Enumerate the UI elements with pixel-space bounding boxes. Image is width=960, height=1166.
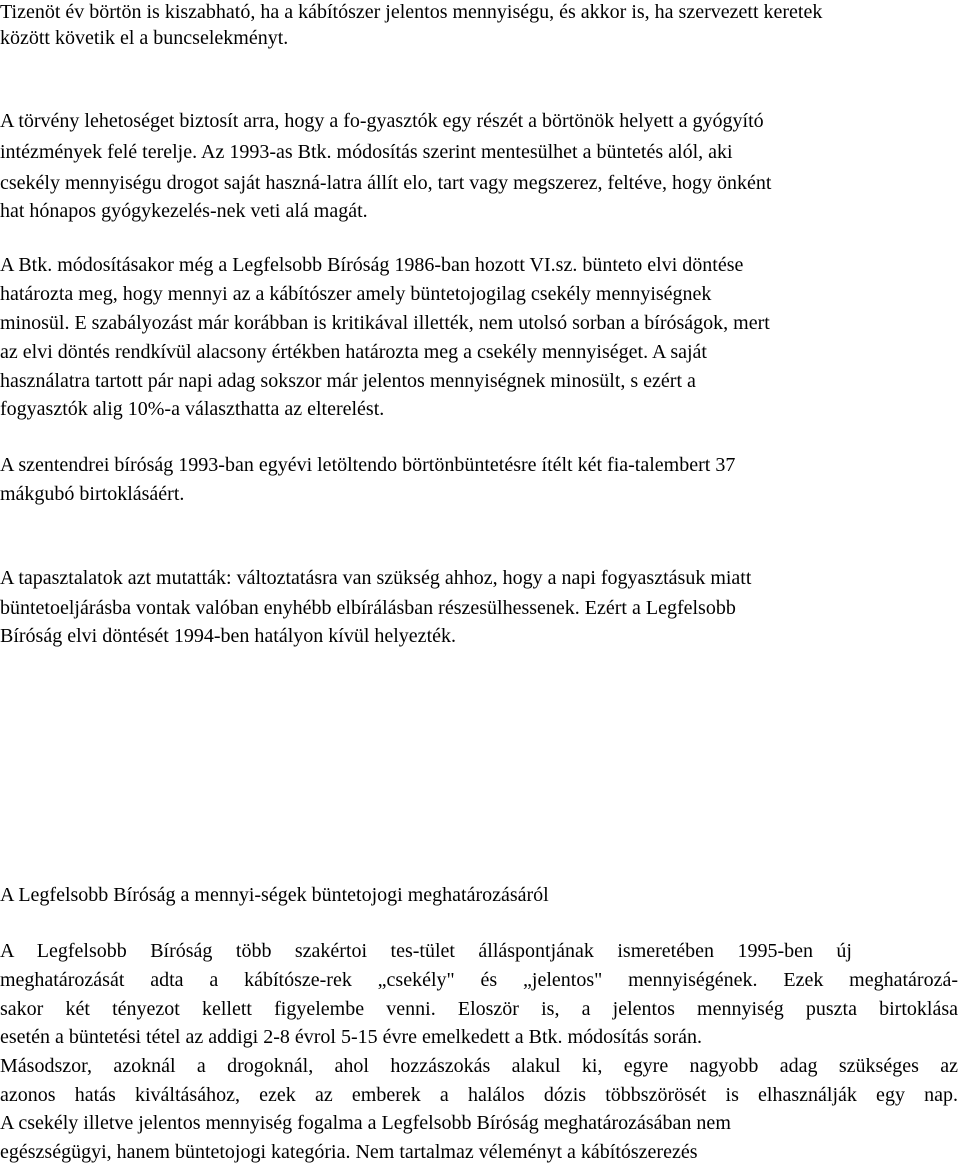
paragraph-4-line-2: mákgubó birtoklásáért. (0, 483, 185, 505)
paragraph-5-line-3: Bíróság elvi döntését 1994-ben hatályon kívül helyezték. (0, 625, 456, 647)
paragraph-7-line-3: sakor két tényezot kellett figyelembe venni. Eloször is, a jelentos mennyiség puszta birtoklása (0, 998, 958, 1020)
paragraph-4-line-1: A szentendrei bíróság 1993-ban egyévi letöltendo börtönbüntetésre ítélt két fia-talembert 37 (0, 454, 736, 476)
paragraph-3-line-2: határozta meg, hogy mennyi az a kábítószer amely büntetojogilag csekély mennyiségnek (0, 283, 712, 305)
paragraph-1-line-1: Tizenöt év börtön is kiszabható, ha a kábítószer jelentos mennyiségu, és akkor is, ha szervezett keretek (0, 1, 823, 23)
paragraph-5-line-2: büntetoeljárásba vontak valóban enyhébb elbírálásban részesülhessenek. Ezért a Legfelsobb (0, 597, 736, 619)
paragraph-7-line-2: meghatározását adta a kábítósze-rek „csekély" és „jelentos" mennyiségének. Ezek meghatározá- (0, 969, 958, 991)
paragraph-7-line-6: azonos hatás kiváltásához, ezek az emberek a halálos dózis többszörösét is elhasználják egy nap. (0, 1084, 958, 1106)
paragraph-2-line-2: intézmények felé terelje. Az 1993-as Btk. módosítás szerint mentesülhet a büntetés alól, aki (0, 141, 733, 163)
paragraph-3-line-5: használatra tartott pár napi adag sokszor már jelentos mennyiségnek minosült, s ezért a (0, 370, 696, 392)
paragraph-2-line-4: hat hónapos gyógykezelés-nek veti alá magát. (0, 200, 368, 222)
paragraph-1-line-2: között követik el a buncselekményt. (0, 27, 289, 49)
paragraph-3-line-4: az elvi döntés rendkívül alacsony értékben határozta meg a csekély mennyiséget. A saját (0, 341, 707, 363)
paragraph-3-line-6: fogyasztók alig 10%-a választhatta az elterelést. (0, 398, 385, 420)
paragraph-7-line-8: egészségügyi, hanem büntetojogi kategória. Nem tartalmaz véleményt a kábítószerezés (0, 1141, 698, 1163)
paragraph-5-line-1: A tapasztalatok azt mutatták: változtatásra van szükség ahhoz, hogy a napi fogyasztásuk miatt (0, 567, 752, 589)
paragraph-7-line-5: Másodszor, azoknál a drogoknál, ahol hozzászokás alakul ki, egyre nagyobb adag szükséges az (0, 1055, 958, 1077)
paragraph-3-line-3: minosül. E szabályozást már korábban is kritikával illették, nem utolsó sorban a bíróságok, mert (0, 312, 770, 334)
paragraph-7-line-1: A Legfelsobb Bíróság több szakértoi tes-tület álláspontjának ismeretében 1995-ben új (0, 940, 852, 962)
paragraph-7-line-4: esetén a büntetési tétel az addigi 2-8 évrol 5-15 évre emelkedett a Btk. módosítás során. (0, 1026, 702, 1048)
section-heading: A Legfelsobb Bíróság a mennyi-ségek büntetojogi meghatározásáról (0, 884, 549, 906)
paragraph-3-line-1: A Btk. módosításakor még a Legfelsobb Bíróság 1986-ban hozott VI.sz. bünteto elvi döntése (0, 254, 744, 276)
paragraph-7-line-7: A csekély illetve jelentos mennyiség fogalma a Legfelsobb Bíróság meghatározásában nem (0, 1112, 731, 1134)
paragraph-2-line-3: csekély mennyiségu drogot saját haszná-latra állít elo, tart vagy megszerez, feltéve, hogy önként (0, 172, 772, 194)
paragraph-2-line-1: A törvény lehetoséget biztosít arra, hogy a fo-gyasztók egy részét a börtönök helyett a gyógyító (0, 110, 764, 132)
